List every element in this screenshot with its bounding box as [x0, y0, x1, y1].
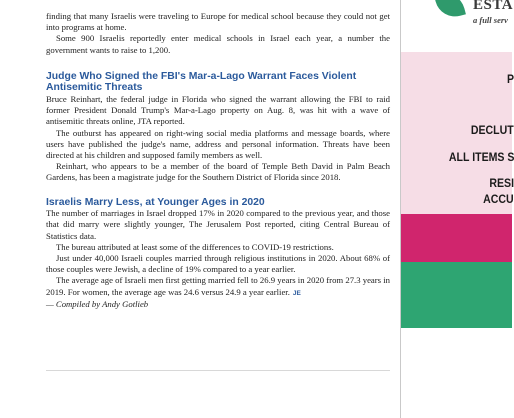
end-mark: JE [292, 289, 301, 297]
ad-line-2: DECLUT [471, 123, 514, 137]
bottom-divider [46, 370, 390, 371]
ad-line-3: ALL ITEMS S [448, 150, 514, 164]
judge-paragraph-1: Bruce Reinhart, the federal judge in Florida who signed the warrant allowing the FBI to raid former President Donald Trump's Mar-a-Lago property on Aug. 8, was hit with a wave of antisemitic threats online, JTA reported. [46, 94, 390, 127]
marriage-paragraph-4 [46, 275, 390, 298]
judge-paragraph-2: The outburst has appeared on right-wing social media platforms and message boards, where users have published the judge's name, address and personal information. Threats have been directed at his children and supposed family members as well. [46, 127, 390, 161]
marriage-paragraph-4-text: The average age of Israeli men first getting married fell to 26.9 years in 2020 from 27.3 years in 2019. For women, the average age was 24.6 versus 24.9 a year earlier. [46, 275, 390, 297]
ad-line-4: RESI [489, 176, 514, 190]
ad-brand-name: ESTA [473, 0, 514, 13]
ad-magenta-band [401, 214, 512, 262]
ad-pink-panel [401, 52, 512, 214]
advertisement[interactable] [401, 0, 512, 418]
compiled-by-credit: — Compiled by Andy Gotlieb [46, 298, 149, 309]
marriage-paragraph-1: The number of marriages in Israel dropped 17% in 2020 compared to the previous year, and those that did marry were slightly younger, The Jerusalem Post reported, citing Central Bureau of Statistics data. [46, 208, 390, 241]
clipped-text-line [46, 0, 390, 11]
judge-paragraph-3: Reinhart, who appears to be a member of the board of Temple Beth David in Palm Beach Gardens, has been a magistrate judge for the Southern District of Florida since 2018. [46, 161, 390, 183]
ad-line-1: P [506, 72, 514, 86]
judge-headline: Judge Who Signed the FBI's Mar-a-Lago Warrant Faces Violent Antisemitic Threats [46, 70, 357, 94]
intro-paragraph-2: Some 900 Israelis reportedly enter medical schools in Israel each year, a number the government wants to raise to 1,200. [46, 33, 390, 55]
leaf-logo-icon [434, 0, 466, 21]
marriage-paragraph-2: The bureau attributed at least some of the differences to COVID-19 restrictions. [56, 241, 334, 252]
marriage-headline: Israelis Marry Less, at Younger Ages in 2020 [46, 196, 265, 208]
marriage-paragraph-3: Just under 40,000 Israeli couples married through religious institutions in 2020. About 68% of those couples were Jewish, a decline of 19% compared to a year earlier. [46, 253, 390, 275]
article-column [46, 0, 390, 310]
ad-line-5: ACCU [483, 192, 514, 206]
ad-header [401, 0, 512, 52]
ad-bottom-area [401, 328, 512, 418]
ad-tagline: a full serv [473, 15, 508, 25]
ad-green-band [401, 262, 512, 328]
intro-paragraph-1: finding that many Israelis were traveling to Europe for medical school because they could not get into programs at home. [46, 11, 390, 33]
